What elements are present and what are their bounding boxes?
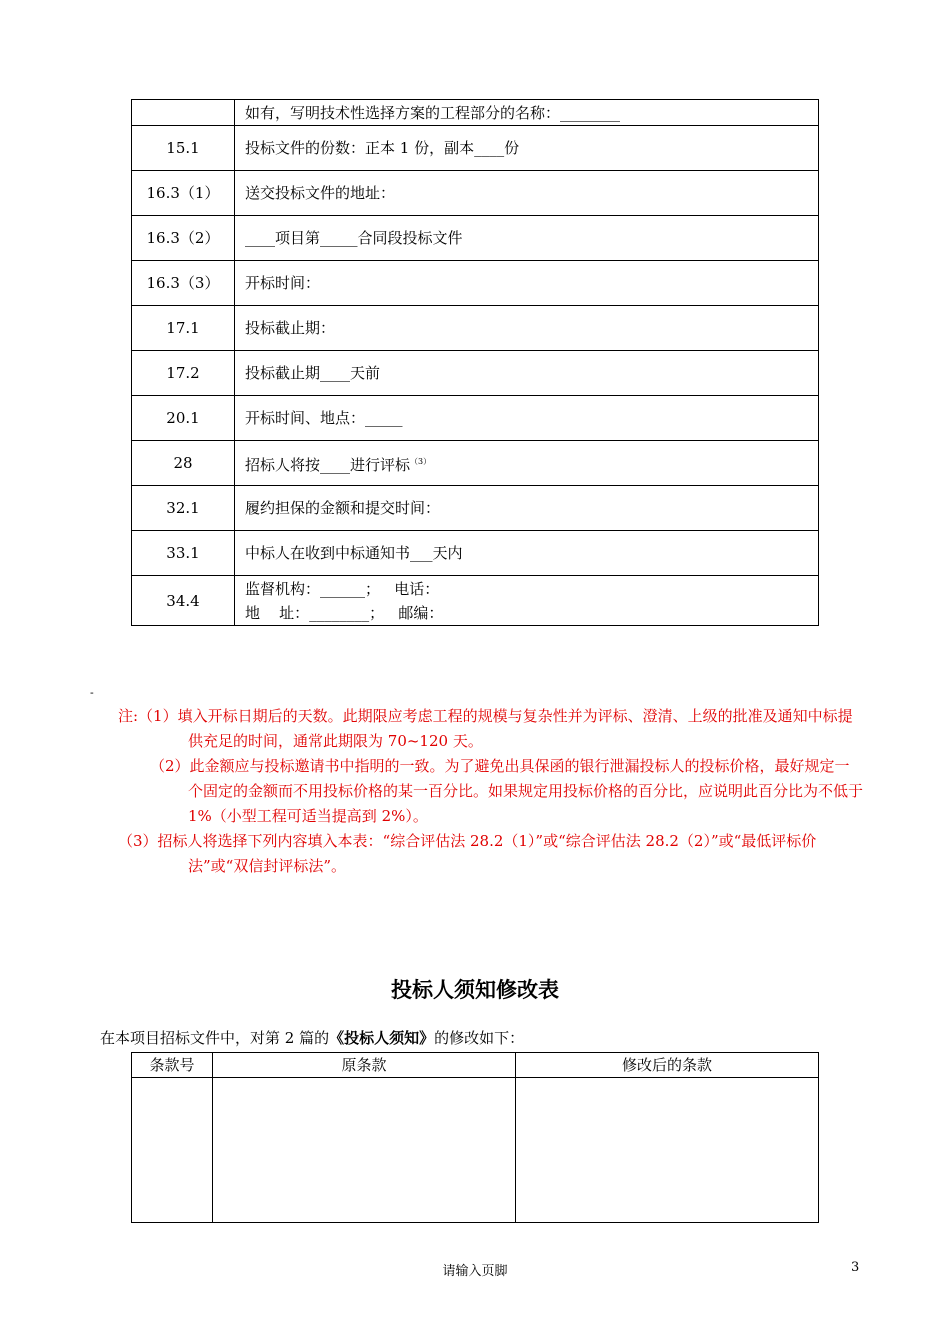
intro-pre: 在本项目招标文件中，对第 2 篇的	[100, 1029, 330, 1047]
empty-cell	[132, 1078, 213, 1223]
footnote-ref: （3）	[410, 456, 432, 466]
footnote-3: （3）招标人将选择下列内容填入本表：“综合评估法 28.2（1）”或“综合评估法 28.2（2）”或“最低评标价法”或“双信封评标法”。	[118, 832, 817, 875]
clause-text: 投标截止期____天前	[235, 351, 819, 396]
table-row	[132, 351, 819, 396]
clause-text: 如有，写明技术性选择方案的工程部分的名称：________	[235, 100, 819, 126]
page-number: 3	[851, 1260, 860, 1275]
page-footer: 请输入页脚	[442, 1264, 508, 1279]
table-row	[132, 396, 819, 441]
table-row	[132, 576, 819, 626]
table-row	[132, 261, 819, 306]
stray-mark: -	[90, 686, 94, 699]
intro-post: 的修改如下：	[434, 1029, 525, 1047]
clause-text: 投标文件的份数：正本 1 份，副本____份	[235, 126, 819, 171]
table-row	[132, 306, 819, 351]
table-row	[132, 1078, 819, 1223]
clause-text	[235, 441, 819, 486]
clause-number: 17.1	[132, 306, 235, 351]
intro-text	[100, 1027, 524, 1049]
clause-text: 开标时间、地点：_____	[235, 396, 819, 441]
table-row	[132, 486, 819, 531]
table-row	[132, 126, 819, 171]
clause-number: 16.3（2）	[132, 216, 235, 261]
empty-cell	[516, 1078, 819, 1223]
clause-number	[132, 100, 235, 126]
col-header-original: 原条款	[213, 1053, 516, 1078]
clause-number: 17.2	[132, 351, 235, 396]
section-title: 投标人须知修改表	[391, 977, 559, 1002]
table-row	[132, 100, 819, 126]
clause-text: 中标人在收到中标通知书___天内	[235, 531, 819, 576]
clause-text: 履约担保的金额和提交时间：	[235, 486, 819, 531]
table-row	[132, 441, 819, 486]
footnote-2: （2）此金额应与投标邀请书中指明的一致。为了避免出具保函的银行泄漏投标人的投标价格，最好规定一个固定的金额而不用投标价格的某一百分比。如果规定用投标价格的百分比，应说明此百分比为不低于 1%（小型工程可适当提高到 2%）。	[150, 757, 864, 825]
clause-number: 32.1	[132, 486, 235, 531]
clause-number: 16.3（1）	[132, 171, 235, 216]
amendment-table	[131, 1052, 819, 1223]
footnotes	[118, 704, 863, 879]
col-header-clause-no: 条款号	[132, 1053, 213, 1078]
clause-line: 监督机构：______； 电话：	[245, 579, 440, 598]
clause-line: 地 址：________； 邮编：	[245, 603, 444, 622]
clause-number: 20.1	[132, 396, 235, 441]
table-row	[132, 171, 819, 216]
col-header-modified: 修改后的条款	[516, 1053, 819, 1078]
empty-cell	[213, 1078, 516, 1223]
clause-text: 投标截止期：	[235, 306, 819, 351]
clause-number: 28	[132, 441, 235, 486]
clause-table	[131, 99, 819, 626]
footnote-1: 注:（1）填入开标日期后的天数。此期限应考虑工程的规模与复杂性并为评标、澄清、上级的批准及通知中标提供充足的时间，通常此期限为 70~120 天。	[118, 707, 853, 750]
clause-text: ____项目第_____合同段投标文件	[235, 216, 819, 261]
table-header-row	[132, 1053, 819, 1078]
table-row	[132, 216, 819, 261]
clause-number: 33.1	[132, 531, 235, 576]
clause-number: 34.4	[132, 576, 235, 626]
clause-number: 15.1	[132, 126, 235, 171]
table-row	[132, 531, 819, 576]
clause-text	[235, 576, 819, 626]
intro-bold: 《投标人须知》	[329, 1029, 435, 1047]
clause-text-main: 招标人将按____进行评标	[245, 455, 411, 474]
clause-text: 送交投标文件的地址：	[235, 171, 819, 216]
clause-number: 16.3（3）	[132, 261, 235, 306]
clause-text: 开标时间：	[235, 261, 819, 306]
